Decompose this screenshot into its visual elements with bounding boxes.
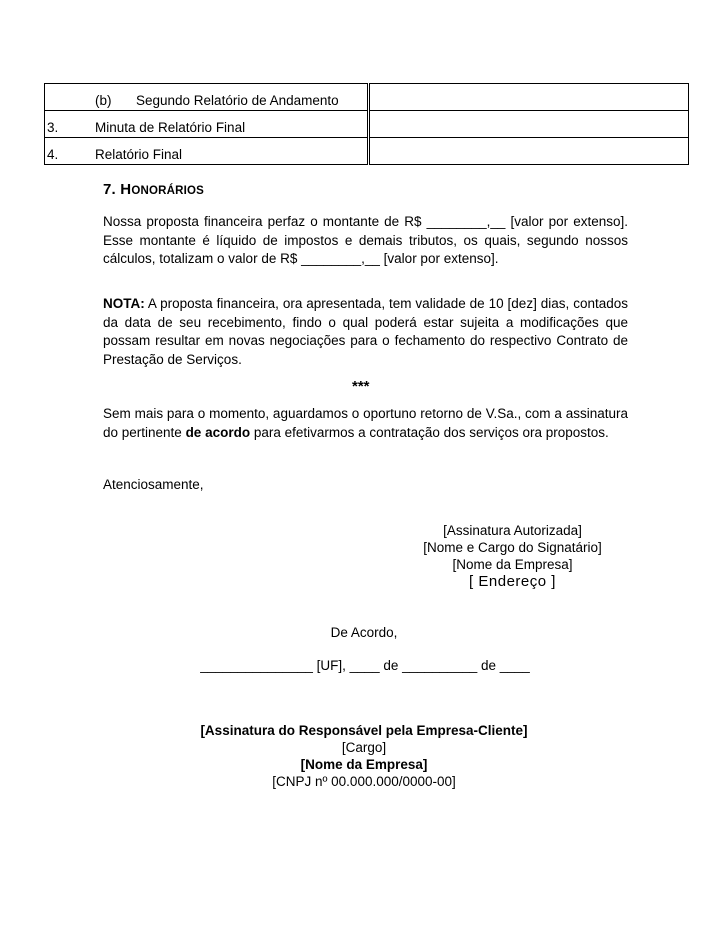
- signatory-signature: [Assinatura Autorizada]: [443, 523, 582, 538]
- signatory-address: [ Endereço ]: [469, 573, 556, 590]
- row-number: 3.: [47, 120, 59, 135]
- client-role: [Cargo]: [341, 740, 387, 755]
- agreement-title: De Acordo,: [330, 625, 398, 640]
- closing-paragraph: [103, 405, 628, 442]
- closing-text-a: Sem mais para o momento, aguardamos o oportuno retorno de V.Sa., com a assinatura do pertinente: [103, 406, 628, 440]
- table-cell: [45, 84, 369, 111]
- proposal-paragraph: Nossa proposta financeira perfaz o montante de R$ ________,__ [valor por extenso]. Esse montante é líquido de impostos e demais tributos, os quais, segundo nossos cálculos, totalizam o valor de R$ ________,__ [valor por extenso].: [103, 214, 628, 266]
- row-label: Relatório Final: [95, 147, 183, 162]
- table-row: [45, 138, 689, 165]
- closing-bold: de acordo: [185, 424, 251, 440]
- client-signature: [Assinatura do Responsável pela Empresa-Cliente]: [200, 723, 528, 738]
- table-cell: [45, 111, 369, 138]
- table-row: [45, 84, 689, 111]
- salutation: Atenciosamente,: [103, 477, 204, 492]
- signatory-block: [400, 522, 625, 590]
- table-cell-empty: [369, 138, 689, 165]
- separator: ***: [352, 378, 370, 395]
- client-company: [Nome da Empresa]: [300, 757, 428, 772]
- table-cell: [45, 138, 369, 165]
- client-cnpj: [CNPJ nº 00.000.000/0000-00]: [272, 774, 456, 789]
- row-sub-label: (b): [95, 93, 112, 108]
- row-number: 4.: [47, 147, 59, 162]
- table-row: [45, 111, 689, 138]
- row-label: Minuta de Relatório Final: [95, 120, 246, 135]
- closing-text-b: para efetivarmos a contratação dos serviços ora propostos.: [250, 424, 609, 440]
- row-label: Segundo Relatório de Andamento: [136, 93, 339, 108]
- signatory-company: [Nome da Empresa]: [452, 557, 573, 572]
- date-line: _______________ [UF], ____ de __________ de ____: [200, 658, 530, 673]
- signatory-name-role: [Nome e Cargo do Signatário]: [423, 540, 602, 555]
- client-signature-block: [154, 722, 574, 790]
- section-heading: [103, 181, 204, 198]
- note-paragraph: [103, 295, 628, 369]
- section-title: ONORÁRIOS: [131, 185, 205, 197]
- table-cell-empty: [369, 84, 689, 111]
- table-cell-empty: [369, 111, 689, 138]
- deliverables-table: [44, 83, 689, 165]
- note-label: NOTA:: [103, 296, 145, 311]
- section-number: 7. H: [103, 181, 132, 198]
- note-text: A proposta financeira, ora apresentada, tem validade de 10 [dez] dias, contados da data de seu recebimento, findo o qual poderá estar sujeita a modificações que possam resultar em novas negociações para o fechamento do respectivo Contrato de Prestação de Serviços.: [103, 296, 628, 367]
